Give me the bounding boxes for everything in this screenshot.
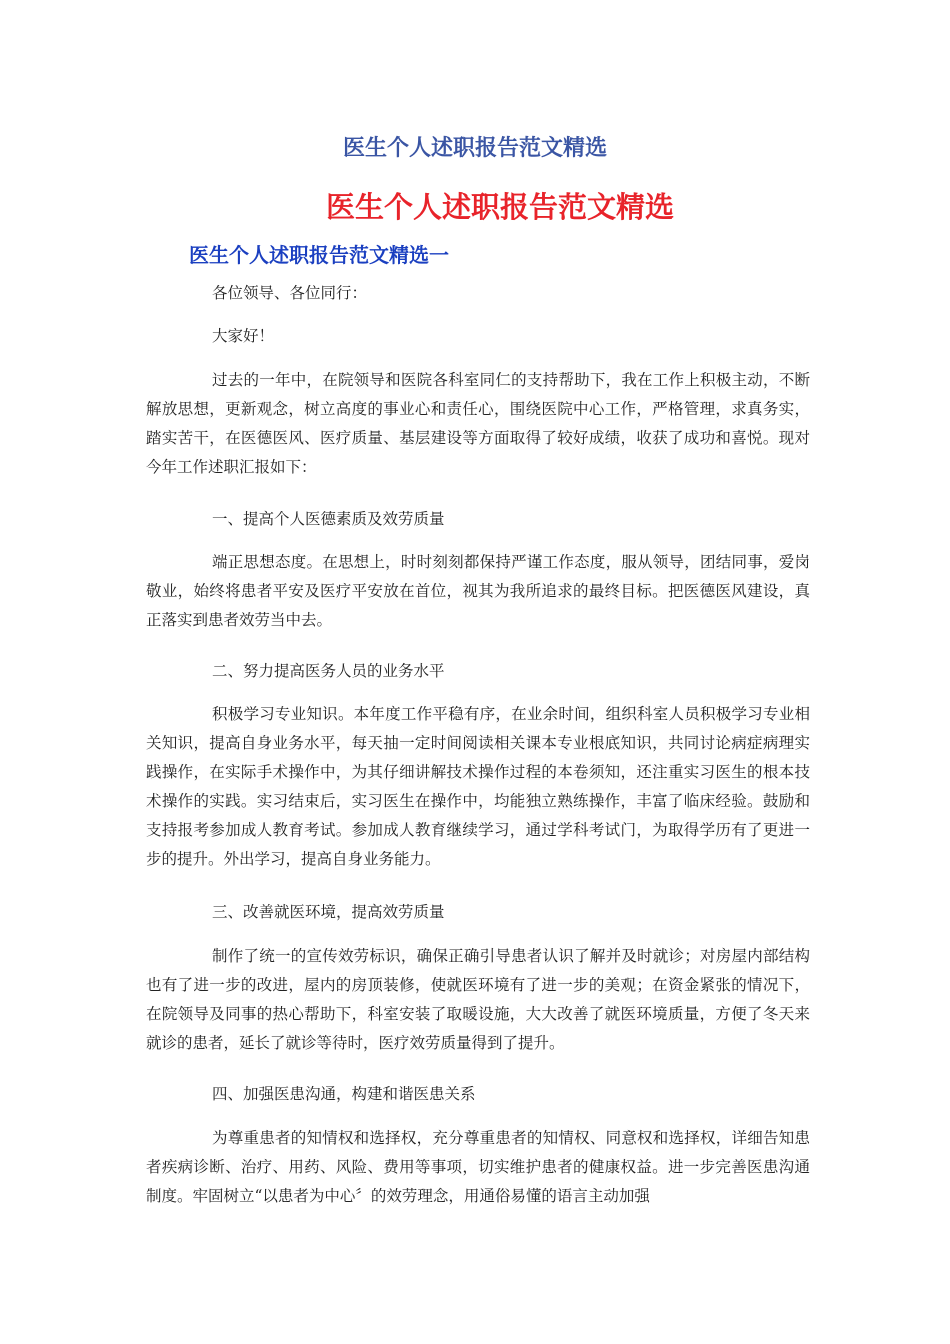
subheading-1: 一、提高个人医德素质及效劳质量 — [212, 510, 445, 528]
greeting-line-2: 大家好！ — [212, 327, 275, 345]
paragraph-4: 为尊重患者的知情权和选择权，充分尊重患者的知情权、同意权和选择权，详细告知患者疾病诊断、治疗、用药、风险、费用等事项，切实维护患者的健康权益。进一步完善医患沟通制度。牢固树立“以患者为中心〞的效劳理念，用通俗易懂的语言主动加强 — [146, 1129, 810, 1205]
subheading-4: 四、加强医患沟通，构建和谐医患关系 — [212, 1085, 476, 1103]
main-title: 医生个人述职报告范文精选 — [325, 190, 674, 224]
paragraph-3: 制作了统一的宣传效劳标识，确保正确引导患者认识了解并及时就诊；对房屋内部结构也有了进一步的改进，屋内的房顶装修，使就医环境有了进一步的美观；在资金紧张的情况下，在院领导及同事的热心帮助下，科室安装了取暖设施，大大改善了就医环境质量，方便了冬天来就诊的患者，延长了就诊等待时，医疗效劳质量得到了提升。 — [146, 947, 810, 1052]
paragraph-1: 端正思想态度。在思想上，时时刻刻都保持严谨工作态度，服从领导，团结同事，爱岗敬业，始终将患者平安及医疗平安放在首位，视其为我所追求的最终目标。把医德医风建设，真正落实到患者效劳当中去。 — [146, 553, 810, 629]
header-title: 医生个人述职报告范文精选 — [342, 135, 607, 161]
intro-paragraph: 过去的一年中，在院领导和医院各科室同仁的支持帮助下，我在工作上积极主动，不断解放思想，更新观念，树立高度的事业心和责任心，围绕医院中心工作，严格管理，求真务实，踏实苦干，在医德医风、医疗质量、基层建设等方面取得了较好成绩，收获了成功和喜悦。现对今年工作述职汇报如下： — [146, 371, 810, 476]
section-title: 医生个人述职报告范文精选一 — [189, 243, 449, 267]
paragraph-2: 积极学习专业知识。本年度工作平稳有序，在业余时间，组织科室人员积极学习专业相关知识，提高自身业务水平，每天抽一定时间阅读相关课本专业根底知识，共同讨论病症病理实践操作，在实际手术操作中，为其仔细讲解技术操作过程的本卷须知，还注重实习医生的根本技术操作的实践。实习结束后，实习医生在操作中，均能独立熟练操作，丰富了临床经验。鼓励和支持报考参加成人教育考试。参加成人教育继续学习，通过学科考试门，为取得学历有了更进一步的提升。外出学习，提高自身业务能力。 — [146, 705, 810, 868]
subheading-3: 三、改善就医环境，提高效劳质量 — [212, 903, 445, 921]
subheading-2: 二、努力提高医务人员的业务水平 — [212, 662, 445, 680]
greeting-line-1: 各位领导、各位同行： — [212, 284, 368, 302]
